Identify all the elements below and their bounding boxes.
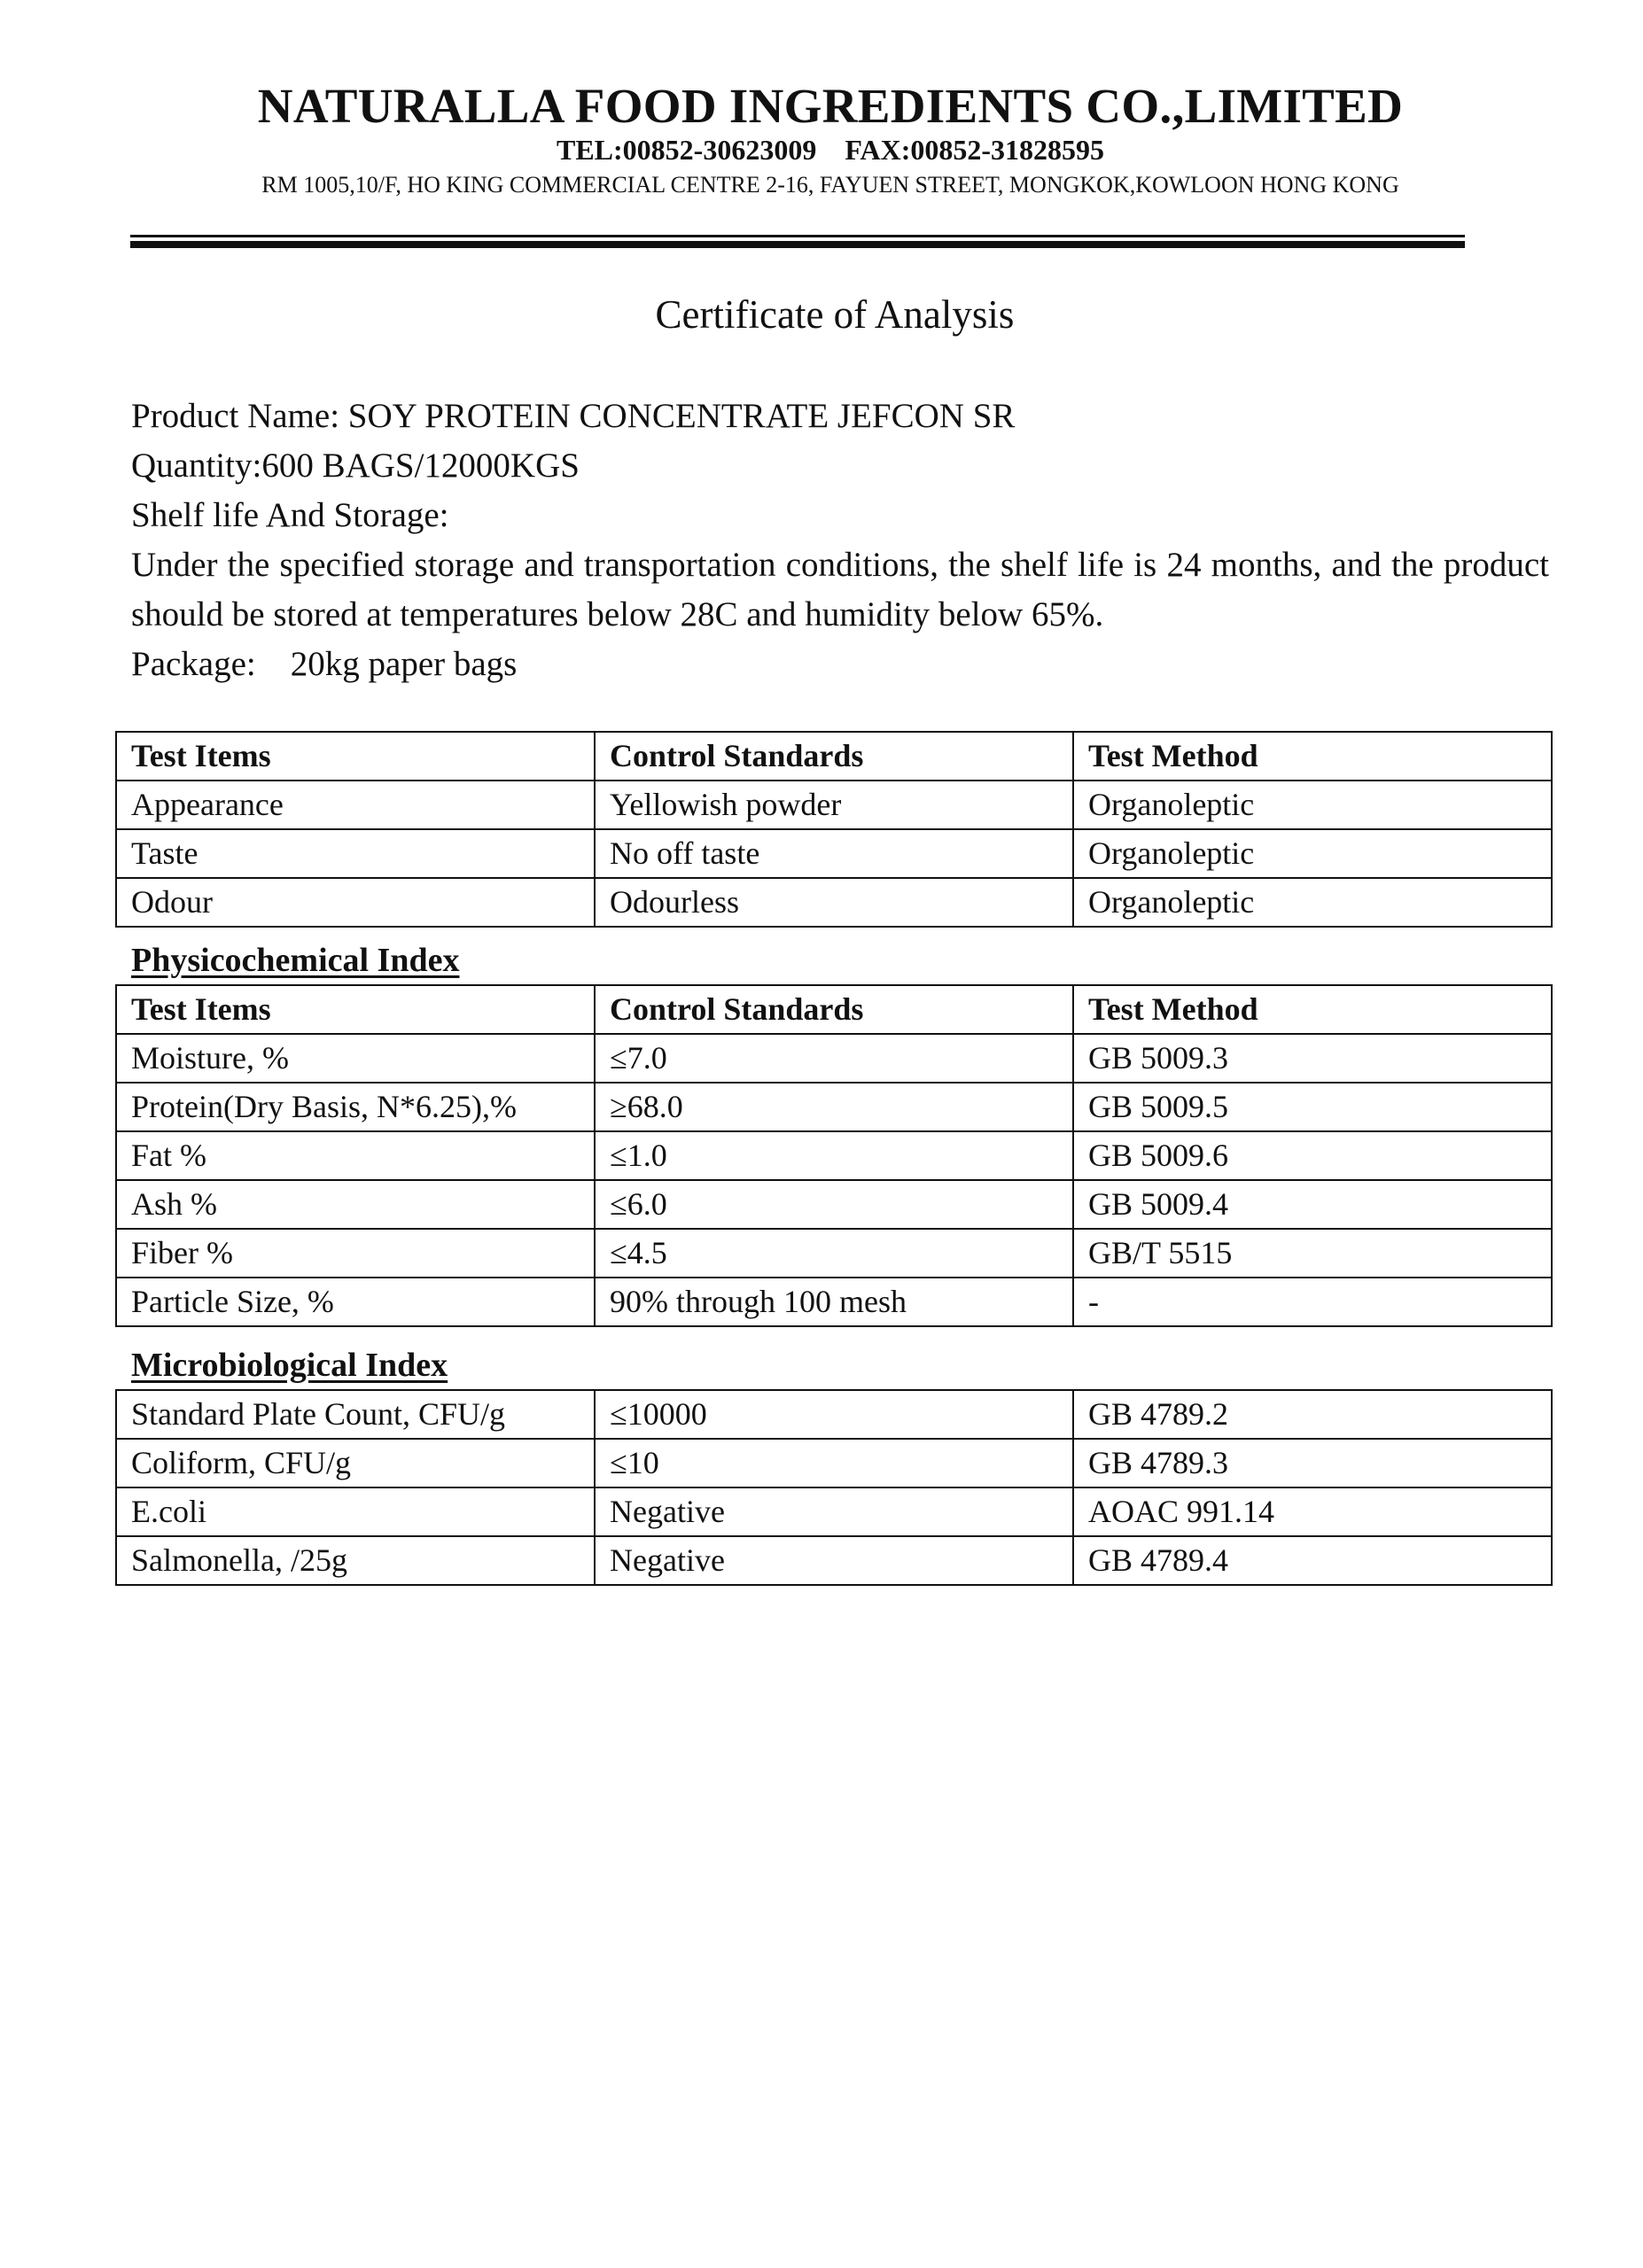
table-cell: GB 4789.2 — [1073, 1390, 1552, 1439]
table-cell: GB 4789.3 — [1073, 1439, 1552, 1487]
table-header-row — [116, 985, 1552, 1034]
table-row — [116, 1083, 1552, 1131]
table-cell: Organoleptic — [1073, 878, 1552, 927]
header-divider-thin — [130, 235, 1465, 237]
table-header-row — [116, 732, 1552, 781]
table-cell: Odourless — [595, 878, 1073, 927]
table-row — [116, 1390, 1552, 1439]
package: Package: 20kg paper bags — [131, 645, 518, 683]
table-cell: GB 5009.3 — [1073, 1034, 1552, 1083]
table-cell: GB 5009.6 — [1073, 1131, 1552, 1180]
table-row — [116, 1034, 1552, 1083]
table-header-cell: Control Standards — [595, 985, 1073, 1034]
physicochemical-table — [115, 984, 1553, 1327]
physicochemical-section-title: Physicochemical Index — [131, 942, 460, 979]
shelf-life-label: Shelf life And Storage: — [131, 496, 449, 534]
table-cell: GB/T 5515 — [1073, 1229, 1552, 1278]
shelf-life-text: Under the specified storage and transportation conditions, the shelf life is 24 months, and the product should be stored at temperatures below 28C and humidity below 65%. — [131, 546, 1549, 633]
table-cell: - — [1073, 1278, 1552, 1326]
table-cell: Yellowish powder — [595, 781, 1073, 829]
table-cell: Odour — [116, 878, 595, 927]
company-address: RM 1005,10/F, HO KING COMMERCIAL CENTRE 2-16, FAYUEN STREET, MONGKOK,KOWLOON HONG KONG — [261, 172, 1399, 198]
table-row — [116, 1278, 1552, 1326]
table-cell: Organoleptic — [1073, 781, 1552, 829]
table-cell: ≤1.0 — [595, 1131, 1073, 1180]
header-divider — [130, 235, 1465, 250]
table-cell: Moisture, % — [116, 1034, 595, 1083]
sensory-table — [115, 731, 1553, 928]
table-header-cell: Test Items — [116, 985, 595, 1034]
table-cell: Negative — [595, 1536, 1073, 1585]
table-row — [116, 1487, 1552, 1536]
table-cell: E.coli — [116, 1487, 595, 1536]
table-row — [116, 781, 1552, 829]
table-cell: ≤6.0 — [595, 1180, 1073, 1229]
table-cell: Salmonella, /25g — [116, 1536, 595, 1585]
table-row — [116, 1131, 1552, 1180]
document-title: Certificate of Analysis — [655, 292, 1015, 337]
table-cell: AOAC 991.14 — [1073, 1487, 1552, 1536]
microbiological-section-title: Microbiological Index — [131, 1347, 448, 1384]
header-divider-thick — [130, 241, 1465, 248]
table-cell: ≤7.0 — [595, 1034, 1073, 1083]
table-cell: ≤4.5 — [595, 1229, 1073, 1278]
table-cell: 90% through 100 mesh — [595, 1278, 1073, 1326]
table-cell: Fat % — [116, 1131, 595, 1180]
table-cell: No off taste — [595, 829, 1073, 878]
table-header-cell: Test Items — [116, 732, 595, 781]
table-cell: Negative — [595, 1487, 1073, 1536]
table-cell: GB 4789.4 — [1073, 1536, 1552, 1585]
table-cell: Organoleptic — [1073, 829, 1552, 878]
contact-line: TEL:00852-30623009 FAX:00852-31828595 — [556, 134, 1105, 166]
table-cell: Coliform, CFU/g — [116, 1439, 595, 1487]
table-cell: Taste — [116, 829, 595, 878]
table-row — [116, 878, 1552, 927]
table-cell: ≤10 — [595, 1439, 1073, 1487]
table-row — [116, 829, 1552, 878]
table-cell: ≥68.0 — [595, 1083, 1073, 1131]
table-cell: Appearance — [116, 781, 595, 829]
table-header-cell: Test Method — [1073, 732, 1552, 781]
table-row — [116, 1229, 1552, 1278]
table-header-cell: Test Method — [1073, 985, 1552, 1034]
table-header-cell: Control Standards — [595, 732, 1073, 781]
table-cell: Protein(Dry Basis, N*6.25),% — [116, 1083, 595, 1131]
table-row — [116, 1439, 1552, 1487]
table-cell: Fiber % — [116, 1229, 595, 1278]
table-cell: ≤10000 — [595, 1390, 1073, 1439]
table-cell: Ash % — [116, 1180, 595, 1229]
quantity: Quantity:600 BAGS/12000KGS — [131, 447, 580, 485]
table-row — [116, 1536, 1552, 1585]
table-cell: Particle Size, % — [116, 1278, 595, 1326]
table-cell: Standard Plate Count, CFU/g — [116, 1390, 595, 1439]
product-name: Product Name: SOY PROTEIN CONCENTRATE JEFCON SR — [131, 397, 1016, 435]
microbiological-table — [115, 1389, 1553, 1586]
table-cell: GB 5009.4 — [1073, 1180, 1552, 1229]
table-row — [116, 1180, 1552, 1229]
table-cell: GB 5009.5 — [1073, 1083, 1552, 1131]
company-name: NATURALLA FOOD INGREDIENTS CO.,LIMITED — [257, 79, 1404, 133]
